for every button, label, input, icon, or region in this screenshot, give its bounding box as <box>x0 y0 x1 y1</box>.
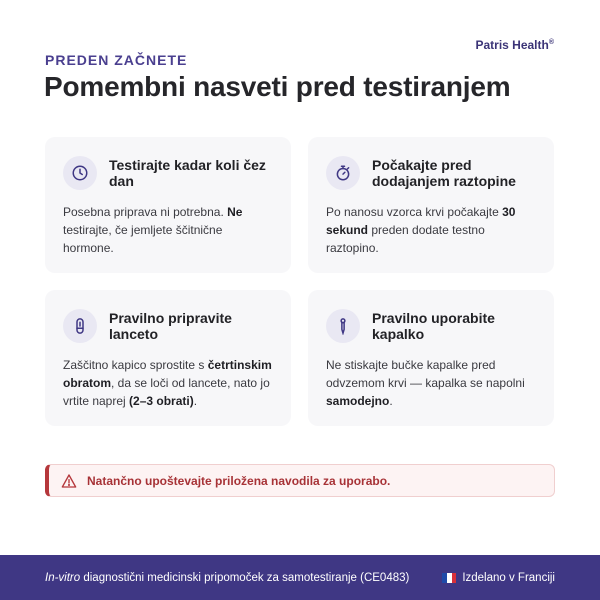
card-title: Testirajte kadar koli čez dan <box>109 157 266 189</box>
card-title: Počakajte pred dodajanjem raztopine <box>372 157 516 189</box>
warning-text: Natančno upoštevajte priložena navodila za uporabo. <box>87 473 391 488</box>
warning-banner <box>45 464 555 497</box>
brand-logo: Patris Health® <box>475 38 554 52</box>
footer-disclaimer: In-vitro diagnostični medicinski pripomoček za samotestiranje (CE0483) <box>45 571 410 584</box>
card-title: Pravilno uporabite kapalko <box>372 310 495 342</box>
card-text: Po nanosu vzorca krvi počakajte 30 sekund preden dodate testno raztopino. <box>326 205 516 255</box>
warning-icon <box>61 473 77 489</box>
page-title: Pomembni nasveti pred testiranjem <box>44 71 511 102</box>
card-title: Pravilno pripravite lanceto <box>109 310 232 342</box>
stopwatch-icon <box>326 156 360 190</box>
footer-bar <box>0 555 600 600</box>
lancet-icon <box>63 309 97 343</box>
clock-icon <box>63 156 97 190</box>
card-text: Posebna priprava ni potrebna. Ne testirajte, če jemljete ščitnične hormone. <box>63 205 243 255</box>
tip-card-dropper <box>308 290 554 426</box>
tip-card-lancet <box>45 290 291 426</box>
card-text: Ne stiskajte bučke kapalke pred odvzemom krvi — kapalka se napolni samodejno. <box>326 358 525 408</box>
dropper-icon <box>326 309 360 343</box>
tip-card-wait <box>308 137 554 273</box>
card-text: Zaščitno kapico sprostite s četrtinskim obratom, da se loči od lancete, nato jo vrtite naprej (2–3 obrati). <box>63 358 272 408</box>
france-flag-icon <box>442 573 456 583</box>
made-in-label: Izdelano v Franciji <box>442 572 555 584</box>
tip-card-anytime <box>45 137 291 273</box>
eyebrow-label: PREDEN ZAČNETE <box>45 52 188 68</box>
